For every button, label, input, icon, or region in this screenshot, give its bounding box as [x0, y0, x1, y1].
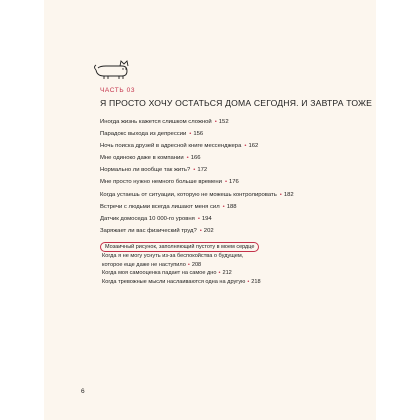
- toc-entry[interactable]: Парадокс выхода из депрессии • 156: [100, 131, 204, 138]
- cat-illustration: [92, 56, 134, 80]
- bullet-icon: •: [199, 227, 202, 234]
- sub-entry[interactable]: Когда я не могу уснуть из-за беспокойства о будущем,: [102, 253, 244, 259]
- bullet-icon: •: [193, 167, 196, 174]
- book-page: [44, 0, 376, 420]
- toc-entry[interactable]: Заряжает ли вас физический труд? • 202: [100, 227, 214, 234]
- sub-entries: [102, 252, 261, 286]
- table-of-contents: [100, 116, 294, 237]
- bullet-icon: •: [247, 278, 250, 285]
- toc-entry[interactable]: Датчик домоседа 10 000-го уровня • 194: [100, 215, 212, 222]
- bullet-icon: •: [244, 143, 247, 150]
- bullet-icon: •: [279, 191, 282, 198]
- bullet-icon: •: [187, 261, 190, 268]
- toc-entry[interactable]: Мне просто нужно немного больше времени • 176: [100, 179, 239, 186]
- toc-entry[interactable]: Нормально ли вообще так жить? • 172: [100, 167, 208, 174]
- toc-entry[interactable]: Ночь поиска друзей в адресной книге мессенджера • 162: [100, 143, 259, 150]
- sub-entry[interactable]: Когда моя самооценка падает на самое дно • 212: [102, 270, 232, 277]
- bullet-icon: •: [218, 270, 221, 277]
- bullet-icon: •: [222, 203, 225, 210]
- toc-entry[interactable]: Когда устаешь от ситуации, которую не можешь контролировать • 182: [100, 191, 294, 198]
- section-heading[interactable]: Мозаичный рисунок, заполняющий пустоту в моем сердце: [100, 242, 259, 252]
- sub-entry[interactable]: Когда тревожные мысли наслаиваются одна на другую • 218: [102, 278, 261, 285]
- bullet-icon: •: [214, 119, 217, 125]
- bullet-icon: •: [197, 215, 200, 222]
- part-label: ЧАСТЬ 03: [100, 87, 136, 94]
- chapter-title: Я ПРОСТО ХОЧУ ОСТАТЬСЯ ДОМА СЕГОДНЯ. И ЗАВТРА ТОЖЕ: [100, 98, 373, 108]
- bullet-icon: •: [186, 155, 189, 162]
- page-number: 6: [81, 388, 85, 395]
- toc-entry[interactable]: Встречи с людьми всегда лишают меня сил • 188: [100, 203, 237, 210]
- toc-entry[interactable]: Мне одиноко даже в компании • 166: [100, 155, 201, 162]
- bullet-icon: •: [224, 179, 227, 186]
- sub-entry-continuation[interactable]: которое еще даже не наступило • 208: [102, 261, 202, 268]
- bullet-icon: •: [189, 131, 192, 138]
- toc-entry[interactable]: Иногда жизнь кажется слишком сложной • 152: [100, 119, 229, 125]
